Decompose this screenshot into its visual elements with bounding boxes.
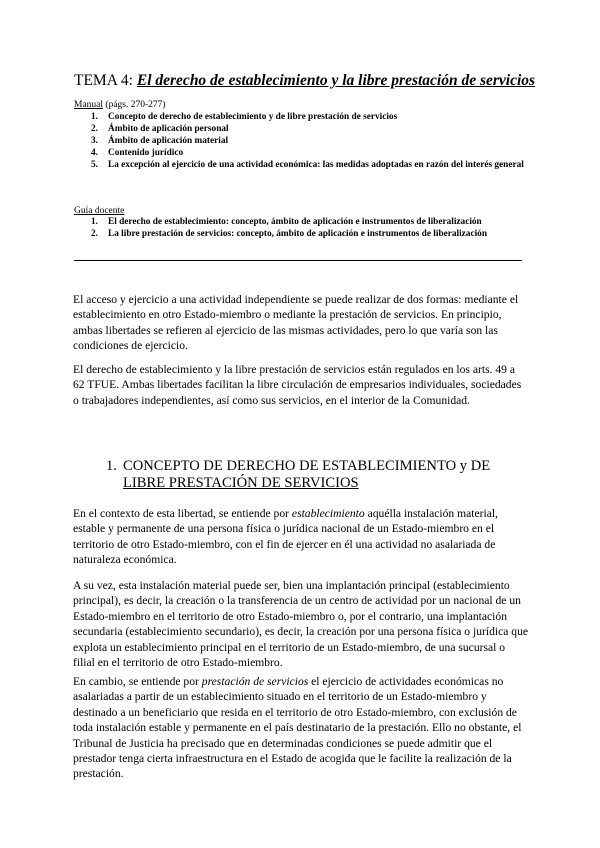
term-prestacion-de-servicios: prestación de servicios [201, 675, 309, 688]
guia-outline-list [74, 216, 534, 240]
guia-outline-item: 2. La libre prestación de servicios: concepto, ámbito de aplicación e instrumentos de liberalización [91, 229, 487, 240]
manual-label: Manual [74, 100, 104, 110]
manual-outline-item: 3. Ámbito de aplicación material [91, 136, 229, 147]
document-title [74, 72, 535, 90]
guia-outline-item: 1. El derecho de establecimiento: concepto, ámbito de aplicación e instrumentos de liberalización [91, 217, 482, 227]
prestacion-definition-paragraph: En cambio, se entiende por prestación de servicios el ejercicio de actividades económicas no asalariadas a partir de un establecimiento situado en el territorio de un Estado-miembro y destinado a un beneficiario que resida en el territorio de otro Estado-miembro, con exclusión de toda instalación estable y permanente en el país destinatario de la prestación. Ello no obstante, el Tribunal de Justicia ha precisado que en determinadas condiciones se puede admitir que el prestador tenga cierta infraestructura en el Estado de acogida que le facilite la realización de la prestación. [73, 675, 522, 781]
manual-outline-item: 4. Contenido jurídico [91, 148, 184, 159]
section-number: 1. [106, 458, 117, 474]
section-title-line-2: LIBRE PRESTACIÓN DE SERVICIOS [123, 475, 359, 491]
manual-outline-item: 5. La excepción al ejercicio de una actividad económica: las medidas adoptadas en razón del interés general [91, 160, 524, 171]
manual-source-label [74, 100, 166, 110]
manual-outline-list [74, 111, 534, 171]
topic-label: TEMA 4: [74, 72, 133, 89]
topic-title: El derecho de establecimiento y la libre prestación de servicios [136, 72, 536, 89]
guia-label: Guía docente [74, 206, 125, 216]
establecimiento-definition-paragraph: En el contexto de esta libertad, se entiende por establecimiento aquélla instalación material, estable y permanente de una persona física o jurídica nacional de un Estado-miembro en el territorio de otro Estado-miembro, con el fin de ejercer en él una actividad no asalariada de naturaleza económica. [73, 507, 498, 567]
intro-paragraph-2: El derecho de establecimiento y la libre prestación de servicios están regulados en los arts. 49 a 62 TFUE. Ambas libertades facilitan la libre circulación de empresarios individuales, sociedades o trabajadores independientes, así como sus servicios, en el interior de la Comunidad. [73, 363, 522, 407]
term-establecimiento: establecimiento [291, 507, 365, 520]
implantacion-paragraph: A su vez, esta instalación material puede ser, bien una implantación principal (establecimiento principal), es decir, la creación o la transferencia de un centro de actividad por un nacional de un Estado-miembro en el territorio de otro Estado-miembro o, por el contrario, una implantación secundaria (establecimiento secundario), es decir, la creación por una persona física o jurídica que explota un establecimiento principal en el territorio de un Estado-miembro, de una sucursal o filial en el territorio de otro Estado-miembro. [73, 579, 529, 670]
guia-source-label [74, 206, 124, 216]
manual-outline-item: 1. Concepto de derecho de establecimiento y de libre prestación de servicios [91, 112, 398, 122]
horizontal-rule [74, 260, 522, 261]
section-title-line-1: CONCEPTO DE DERECHO DE ESTABLECIMIENTO y DE [123, 458, 491, 474]
manual-outline-item: 2. Ámbito de aplicación personal [91, 124, 229, 135]
section-1-heading [106, 458, 526, 492]
manual-pages: (págs. 270-277) [103, 100, 166, 110]
intro-paragraph-1: El acceso y ejercicio a una actividad independiente se puede realizar de dos formas: mediante el establecimiento en otro Estado-miembro o mediante la prestación de servicios. En principio, ambas libertades se refieren al ejercicio de las mismas actividades, pero lo que varía son las condiciones de ejercicio. [73, 293, 519, 353]
